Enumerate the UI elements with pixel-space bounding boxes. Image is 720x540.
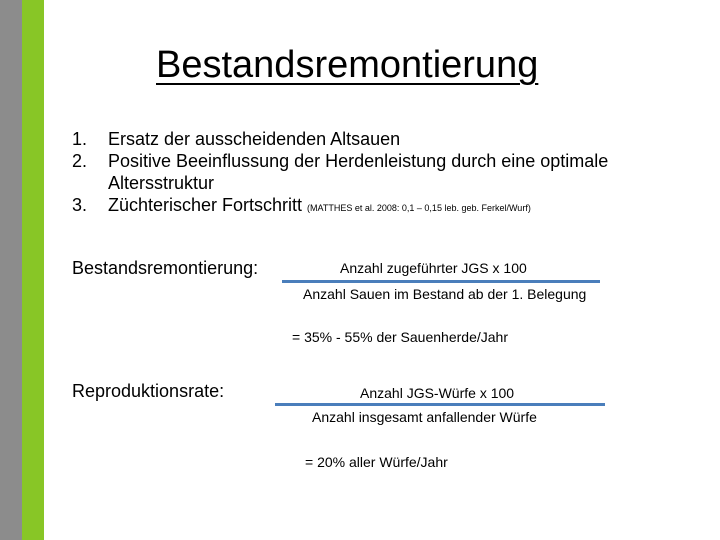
formula1-label: Bestandsremontierung: [72,258,259,278]
formula2-numerator: Anzahl JGS-Würfe x 100 [360,385,515,401]
formula2-fraction-line [275,403,605,406]
numbered-list [72,128,712,219]
formula2-result: = 20% aller Würfe/Jahr [305,454,448,470]
list-item [72,194,712,219]
formula1-denominator: Anzahl Sauen im Bestand ab der 1. Belegung [303,286,587,302]
side-bar-gray [0,0,22,540]
list-item-text: Positive Beeinflussung der Herdenleistung durch eine optimale Altersstruktur [108,151,609,193]
list-item [72,128,712,150]
list-item-text: Züchterischer Fortschritt [108,195,308,215]
list-item-number: 1. [72,129,88,149]
formula1-numerator: Anzahl zugeführter JGS x 100 [340,260,527,276]
citation-reference: (MATTHES et al. 2008: 0,1 – 0,15 leb. geb. Ferkel/Wurf) [307,203,531,213]
list-item-number: 2. [72,151,88,171]
formula1-result: = 35% - 55% der Sauenherde/Jahr [292,329,508,345]
side-bar-green [22,0,44,540]
list-item-text: Ersatz der ausscheidenden Altsauen [108,129,401,149]
list-item-number: 3. [72,195,88,215]
formula2-label: Reproduktionsrate: [72,381,225,401]
slide-title: Bestandsremontierung [156,44,539,86]
formula2-denominator: Anzahl insgesamt anfallender Würfe [312,409,537,425]
list-item [72,150,712,194]
formula1-fraction-line [282,280,600,283]
